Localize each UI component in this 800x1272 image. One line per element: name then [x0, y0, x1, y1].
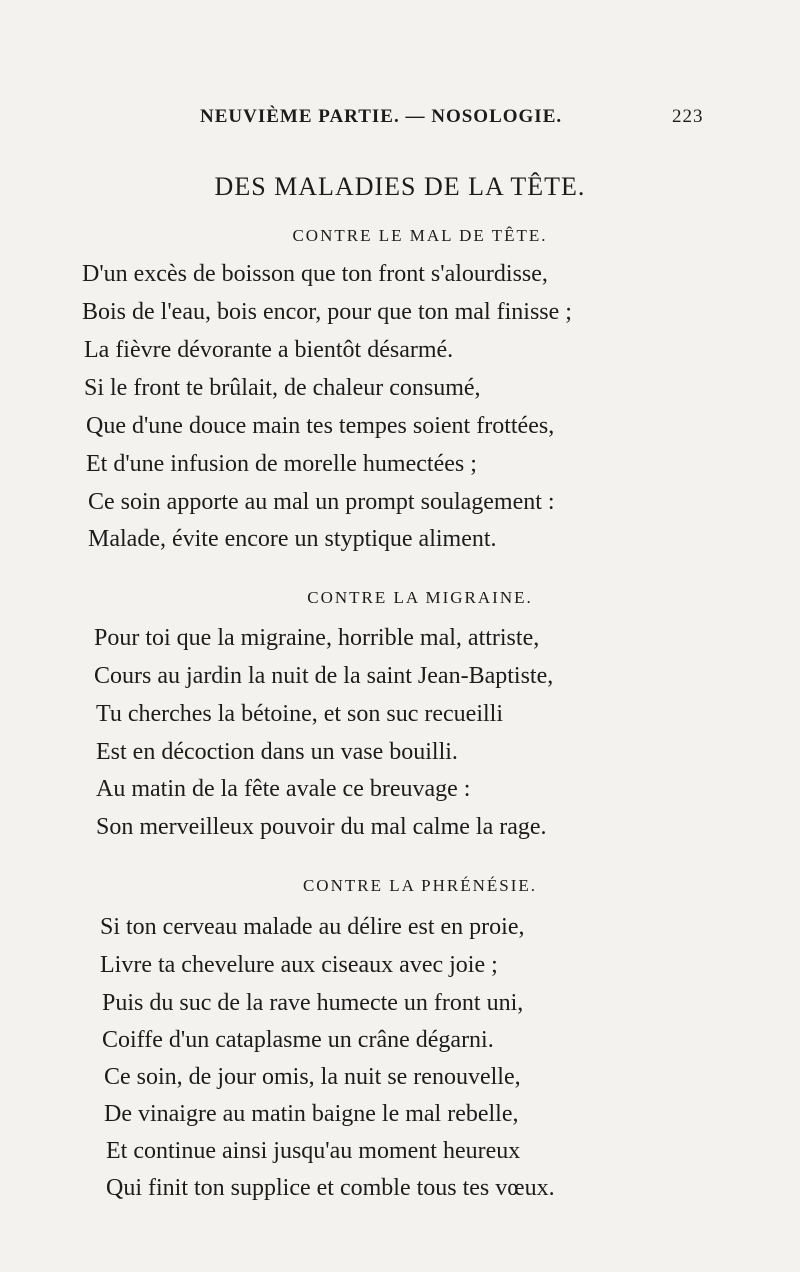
verse-line: Puis du suc de la rave humecte un front uni, — [102, 990, 524, 1016]
section-heading-migraine: CONTRE LA MIGRAINE. — [307, 588, 533, 607]
verse-line: Et continue ainsi jusqu'au moment heureux — [106, 1138, 521, 1164]
verse-line: Malade, évite encore un styptique aliment. — [88, 526, 497, 552]
verse-line: Est en décoction dans un vase bouilli. — [96, 739, 458, 765]
verse-line: Au matin de la fête avale ce breuvage : — [96, 776, 471, 802]
section-heading-mal-de-tete: CONTRE LE MAL DE TÊTE. — [292, 226, 548, 245]
verse-line: Livre ta chevelure aux ciseaux avec joie ; — [100, 952, 498, 978]
verse-line: Ce soin, de jour omis, la nuit se renouvelle, — [104, 1064, 521, 1090]
verse-line: Son merveilleux pouvoir du mal calme la rage. — [96, 814, 547, 840]
verse-line: Tu cherches la bétoine, et son suc recueilli — [96, 701, 503, 727]
verse-line: Et d'une infusion de morelle humectées ; — [86, 451, 477, 477]
verse-line: D'un excès de boisson que ton front s'alourdisse, — [82, 261, 548, 287]
verse-line: Coiffe d'un cataplasme un crâne dégarni. — [102, 1027, 494, 1053]
verse-line: Si le front te brûlait, de chaleur consumé, — [84, 375, 481, 401]
running-header — [0, 106, 800, 136]
section-heading-phrenesie: CONTRE LA PHRÉNÉSIE. — [302, 876, 538, 895]
verse-line: De vinaigre au matin baigne le mal rebelle, — [104, 1101, 519, 1127]
running-header-title: NEUVIÈME PARTIE. — NOSOLOGIE. — [200, 106, 563, 127]
verse-line: Qui finit ton supplice et comble tous tes vœux. — [106, 1175, 555, 1201]
verse-line: Ce soin apporte au mal un prompt soulagement : — [88, 489, 555, 515]
verse-line: Que d'une douce main tes tempes soient frottées, — [86, 413, 555, 439]
verse-line: La fièvre dévorante a bientôt désarmé. — [84, 337, 454, 363]
verse-line: Bois de l'eau, bois encor, pour que ton mal finisse ; — [82, 299, 572, 325]
verse-line: Si ton cerveau malade au délire est en proie, — [100, 914, 525, 940]
verse-line: Pour toi que la migraine, horrible mal, attriste, — [94, 625, 540, 651]
chapter-title: DES MALADIES DE LA TÊTE. — [214, 172, 586, 201]
verse-line: Cours au jardin la nuit de la saint Jean-Baptiste, — [94, 663, 554, 689]
page-number: 223 — [672, 106, 704, 127]
